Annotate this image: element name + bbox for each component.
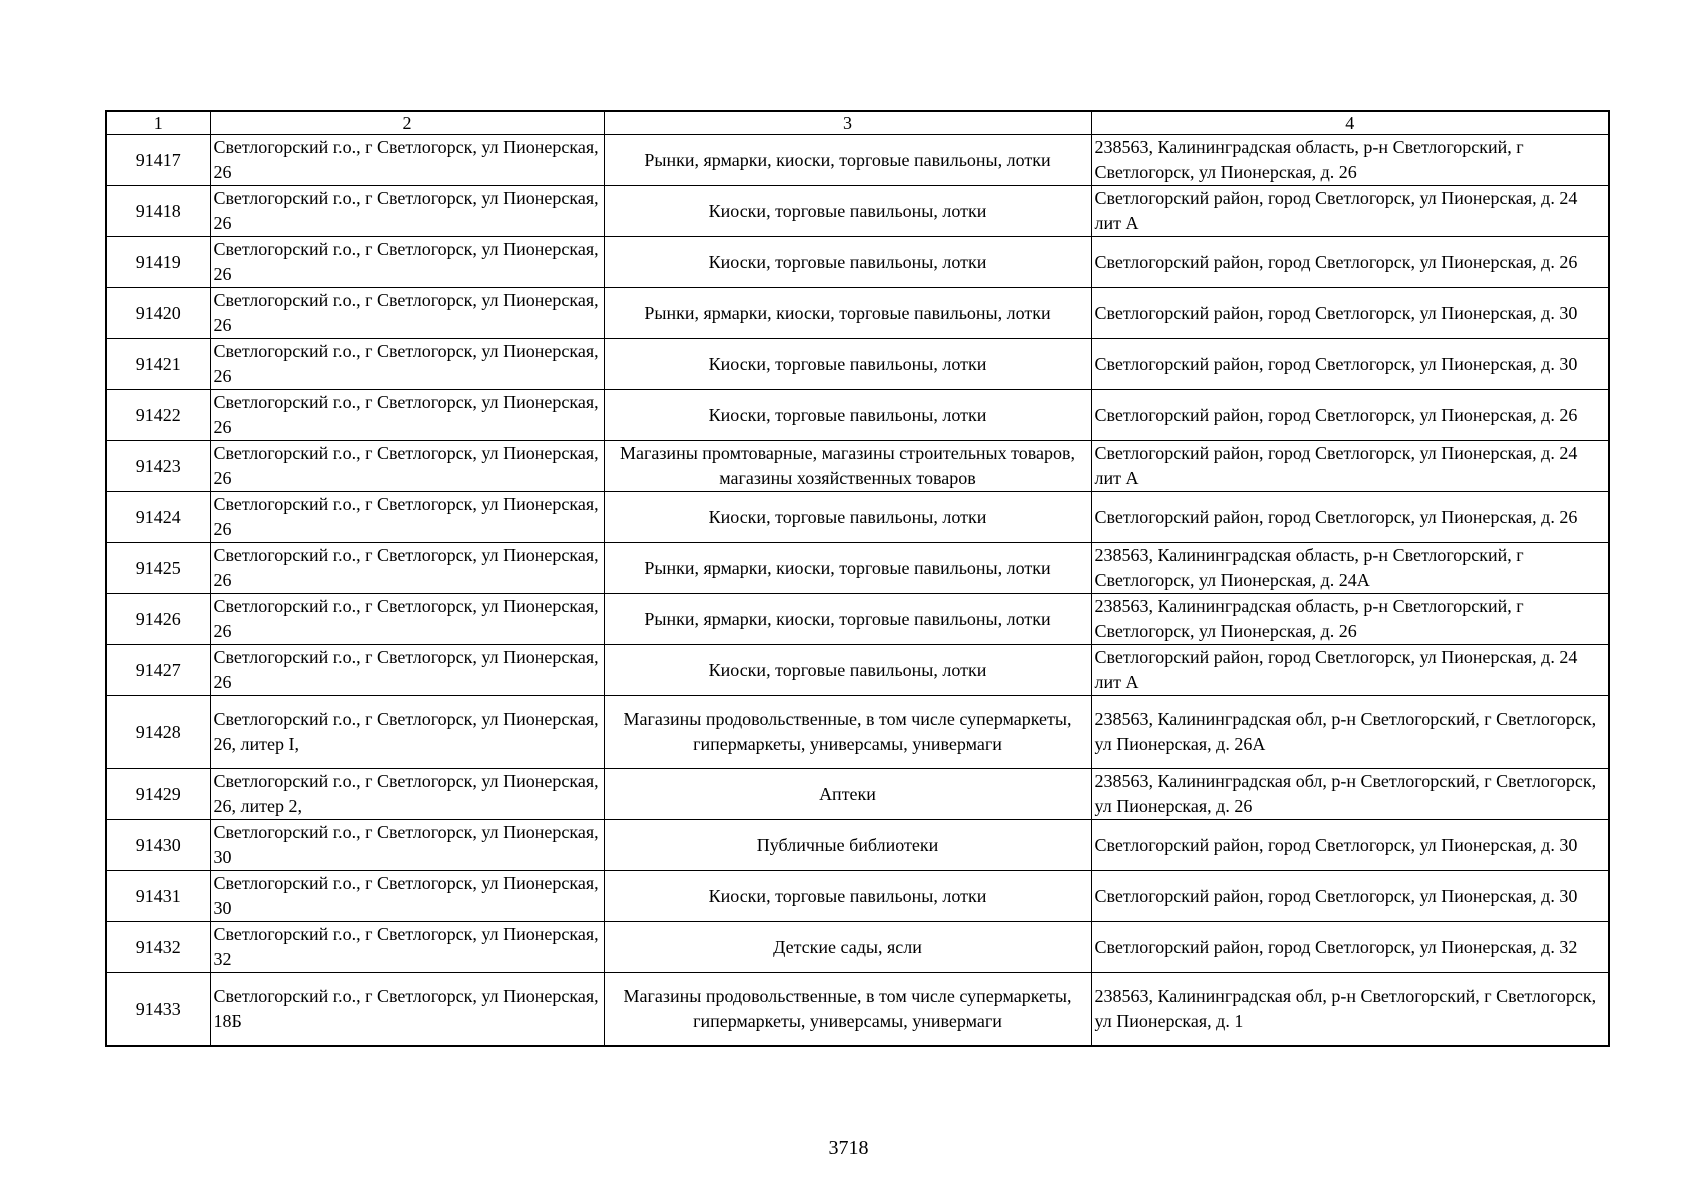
table-row (106, 769, 1609, 820)
page-number: 3718 (828, 1137, 869, 1159)
location-cell: Светлогорский район, город Светлогорск, ул Пионерская, д. 30 (1091, 820, 1609, 871)
address-cell: Светлогорский г.о., г Светлогорск, ул Пионерская, 26 (210, 186, 604, 237)
address-cell: Светлогорский г.о., г Светлогорск, ул Пионерская, 26 (210, 288, 604, 339)
address-cell: Светлогорский г.о., г Светлогорск, ул Пионерская, 26 (210, 237, 604, 288)
row-number-cell: 91421 (106, 339, 210, 390)
data-table (105, 110, 1610, 1047)
address-cell: Светлогорский г.о., г Светлогорск, ул Пионерская, 18Б (210, 973, 604, 1047)
row-number-cell: 91431 (106, 871, 210, 922)
header-col-4: 4 (1091, 111, 1609, 135)
facility-type-cell: Киоски, торговые павильоны, лотки (604, 237, 1091, 288)
address-cell: Светлогорский г.о., г Светлогорск, ул Пионерская, 26 (210, 594, 604, 645)
row-number-cell: 91420 (106, 288, 210, 339)
address-cell: Светлогорский г.о., г Светлогорск, ул Пионерская, 26 (210, 339, 604, 390)
location-cell: Светлогорский район, город Светлогорск, ул Пионерская, д. 24 лит А (1091, 645, 1609, 696)
table-row (106, 820, 1609, 871)
address-cell: Светлогорский г.о., г Светлогорск, ул Пионерская, 26 (210, 492, 604, 543)
table-row (106, 594, 1609, 645)
facility-type-cell: Детские сады, ясли (604, 922, 1091, 973)
location-cell: 238563, Калининградская обл, р-н Светлогорский, г Светлогорск, ул Пионерская, д. 26А (1091, 696, 1609, 769)
table-row (106, 696, 1609, 769)
table-row (106, 237, 1609, 288)
facility-type-cell: Публичные библиотеки (604, 820, 1091, 871)
location-cell: Светлогорский район, город Светлогорск, ул Пионерская, д. 24 лит А (1091, 186, 1609, 237)
table-row (106, 441, 1609, 492)
facility-type-cell: Киоски, торговые павильоны, лотки (604, 339, 1091, 390)
row-number-cell: 91419 (106, 237, 210, 288)
location-cell: Светлогорский район, город Светлогорск, ул Пионерская, д. 30 (1091, 288, 1609, 339)
location-cell: Светлогорский район, город Светлогорск, ул Пионерская, д. 24 лит А (1091, 441, 1609, 492)
table-row (106, 973, 1609, 1047)
row-number-cell: 91424 (106, 492, 210, 543)
table-row (106, 186, 1609, 237)
header-col-1: 1 (106, 111, 210, 135)
facility-type-cell: Магазины продовольственные, в том числе супермаркеты, гипермаркеты, универсамы, универмаги (604, 973, 1091, 1047)
address-cell: Светлогорский г.о., г Светлогорск, ул Пионерская, 26 (210, 390, 604, 441)
facility-type-cell: Аптеки (604, 769, 1091, 820)
row-number-cell: 91422 (106, 390, 210, 441)
row-number-cell: 91430 (106, 820, 210, 871)
address-cell: Светлогорский г.о., г Светлогорск, ул Пионерская, 26, литер I, (210, 696, 604, 769)
location-cell: 238563, Калининградская область, р-н Светлогорский, г Светлогорск, ул Пионерская, д. 24А (1091, 543, 1609, 594)
facility-type-cell: Киоски, торговые павильоны, лотки (604, 390, 1091, 441)
table-header-row (106, 111, 1609, 135)
facility-type-cell: Киоски, торговые павильоны, лотки (604, 492, 1091, 543)
row-number-cell: 91426 (106, 594, 210, 645)
location-cell: Светлогорский район, город Светлогорск, ул Пионерская, д. 26 (1091, 492, 1609, 543)
row-number-cell: 91417 (106, 135, 210, 186)
row-number-cell: 91433 (106, 973, 210, 1047)
row-number-cell: 91418 (106, 186, 210, 237)
row-number-cell: 91428 (106, 696, 210, 769)
row-number-cell: 91425 (106, 543, 210, 594)
address-cell: Светлогорский г.о., г Светлогорск, ул Пионерская, 30 (210, 820, 604, 871)
row-number-cell: 91429 (106, 769, 210, 820)
address-cell: Светлогорский г.о., г Светлогорск, ул Пионерская, 30 (210, 871, 604, 922)
address-cell: Светлогорский г.о., г Светлогорск, ул Пионерская, 26 (210, 135, 604, 186)
address-cell: Светлогорский г.о., г Светлогорск, ул Пионерская, 26 (210, 645, 604, 696)
facility-type-cell: Рынки, ярмарки, киоски, торговые павильоны, лотки (604, 135, 1091, 186)
location-cell: Светлогорский район, город Светлогорск, ул Пионерская, д. 26 (1091, 237, 1609, 288)
row-number-cell: 91423 (106, 441, 210, 492)
facility-type-cell: Киоски, торговые павильоны, лотки (604, 645, 1091, 696)
facility-type-cell: Рынки, ярмарки, киоски, торговые павильоны, лотки (604, 288, 1091, 339)
header-col-3: 3 (604, 111, 1091, 135)
facility-type-cell: Магазины промтоварные, магазины строительных товаров, магазины хозяйственных товаров (604, 441, 1091, 492)
header-col-2: 2 (210, 111, 604, 135)
table-row (106, 645, 1609, 696)
address-cell: Светлогорский г.о., г Светлогорск, ул Пионерская, 26, литер 2, (210, 769, 604, 820)
table-body (106, 111, 1609, 1046)
address-cell: Светлогорский г.о., г Светлогорск, ул Пионерская, 32 (210, 922, 604, 973)
location-cell: 238563, Калининградская область, р-н Светлогорский, г Светлогорск, ул Пионерская, д. 26 (1091, 135, 1609, 186)
location-cell: Светлогорский район, город Светлогорск, ул Пионерская, д. 30 (1091, 871, 1609, 922)
table-row (106, 871, 1609, 922)
address-cell: Светлогорский г.о., г Светлогорск, ул Пионерская, 26 (210, 543, 604, 594)
location-cell: Светлогорский район, город Светлогорск, ул Пионерская, д. 30 (1091, 339, 1609, 390)
row-number-cell: 91432 (106, 922, 210, 973)
facility-type-cell: Рынки, ярмарки, киоски, торговые павильоны, лотки (604, 543, 1091, 594)
table-row (106, 390, 1609, 441)
location-cell: 238563, Калининградская обл, р-н Светлогорский, г Светлогорск, ул Пионерская, д. 1 (1091, 973, 1609, 1047)
table-row (106, 339, 1609, 390)
location-cell: 238563, Калининградская обл, р-н Светлогорский, г Светлогорск, ул Пионерская, д. 26 (1091, 769, 1609, 820)
facility-type-cell: Рынки, ярмарки, киоски, торговые павильоны, лотки (604, 594, 1091, 645)
table-row (106, 135, 1609, 186)
address-cell: Светлогорский г.о., г Светлогорск, ул Пионерская, 26 (210, 441, 604, 492)
location-cell: Светлогорский район, город Светлогорск, ул Пионерская, д. 26 (1091, 390, 1609, 441)
table-row (106, 543, 1609, 594)
table-row (106, 288, 1609, 339)
table-row (106, 922, 1609, 973)
facility-type-cell: Киоски, торговые павильоны, лотки (604, 186, 1091, 237)
location-cell: Светлогорский район, город Светлогорск, ул Пионерская, д. 32 (1091, 922, 1609, 973)
facility-type-cell: Киоски, торговые павильоны, лотки (604, 871, 1091, 922)
row-number-cell: 91427 (106, 645, 210, 696)
table-row (106, 492, 1609, 543)
facility-type-cell: Магазины продовольственные, в том числе супермаркеты, гипермаркеты, универсамы, универмаги (604, 696, 1091, 769)
location-cell: 238563, Калининградская область, р-н Светлогорский, г Светлогорск, ул Пионерская, д. 26 (1091, 594, 1609, 645)
